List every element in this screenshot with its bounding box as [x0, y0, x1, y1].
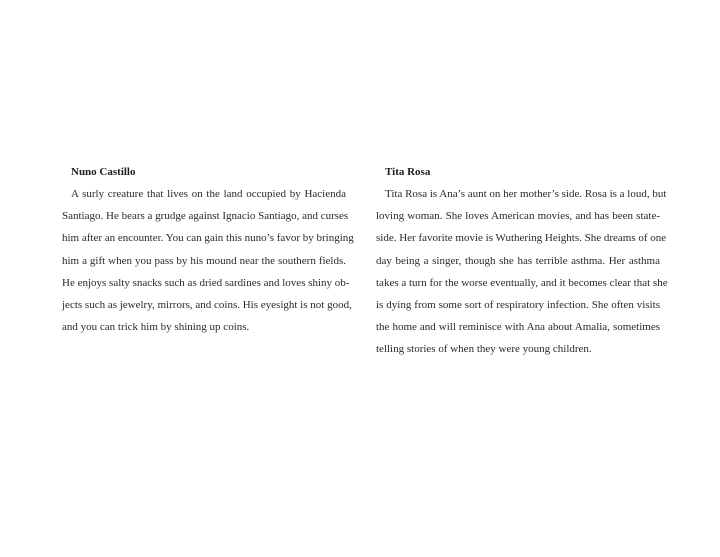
- entry-text-line: the home and will reminisce with Ana about Amalia, sometimes: [376, 321, 660, 334]
- entry-text-line: day being a singer, though she has terrible asthma. Her asthma: [376, 254, 660, 267]
- entry-text-line: Tita Rosa is Ana’s aunt on her mother’s side. Rosa is a loud, but: [385, 188, 667, 200]
- entry-text-line: is dying from some sort of respiratory infection. She often visits: [376, 298, 660, 311]
- entry-title: Tita Rosa: [385, 166, 431, 178]
- entry-text-line: Santiago. He bears a grudge against Ignacio Santiago, and curses: [62, 210, 349, 223]
- entry-text-line: him a gift when you pass by his mound near the southern fields.: [62, 254, 346, 267]
- entry-text-line: and you can trick him by shining up coins.: [62, 321, 250, 334]
- entry-text-line: jects such as jewelry, mirrors, and coins. His eyesight is not good,: [62, 298, 352, 311]
- entry-text-line: telling stories of when they were young children.: [376, 343, 592, 356]
- entry-text-line: A surly creature that lives on the land occupied by Hacienda: [71, 188, 346, 200]
- entry-text-line: loving woman. She loves American movies, and has been state-: [376, 210, 660, 223]
- entry-tita-rosa: [376, 163, 668, 361]
- entry-text-line: him after an encounter. You can gain this nuno’s favor by bringing: [62, 232, 354, 245]
- entry-nuno-castillo: [62, 163, 354, 338]
- entry-text-line: takes a turn for the worse eventually, and it becomes clear that she: [376, 276, 668, 289]
- entry-text-line: side. Her favorite movie is Wuthering Heights. She dreams of one: [376, 232, 667, 245]
- entry-text-line: He enjoys salty snacks such as dried sardines and loves shiny ob-: [62, 276, 350, 289]
- entry-title: Nuno Castillo: [71, 166, 136, 178]
